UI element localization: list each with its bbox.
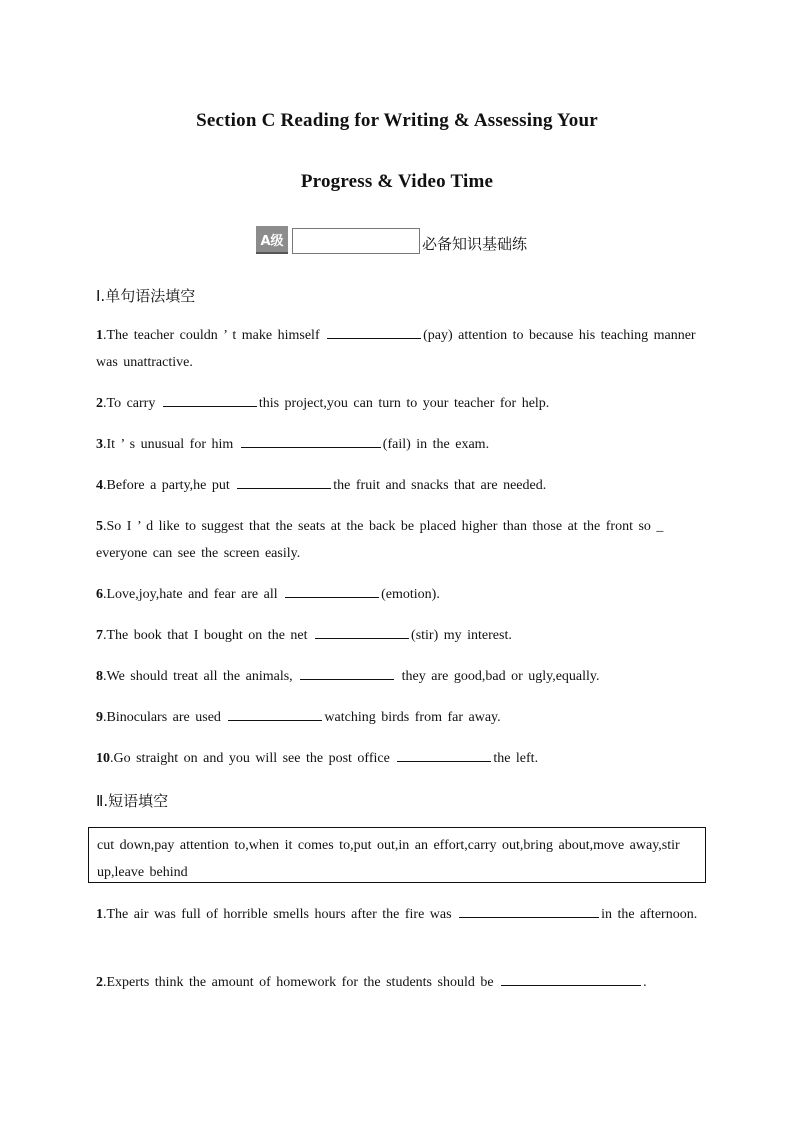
level-badge: A级 (256, 226, 288, 254)
section2-heading: Ⅱ.短语填空 (96, 792, 169, 810)
question-text: .We should treat all the animals, (103, 669, 299, 684)
level-score-box[interactable] (292, 228, 420, 254)
answer-blank[interactable] (397, 747, 491, 762)
answer-blank[interactable] (241, 433, 381, 448)
question-number: 4 (96, 478, 103, 493)
question-10 (96, 745, 706, 772)
question-number: 9 (96, 710, 103, 725)
question-number: 2 (96, 975, 103, 990)
answer-blank[interactable] (228, 706, 322, 721)
question-number: 3 (96, 437, 103, 452)
question-number: 7 (96, 628, 103, 643)
answer-blank[interactable] (459, 903, 599, 918)
question-text: .It ’ s unusual for him (103, 437, 239, 452)
question-text: (pay) attention to because his teaching manner was unattractive. (96, 328, 696, 370)
question-number: 1 (96, 907, 103, 922)
question-2 (96, 390, 706, 417)
section1-heading: Ⅰ.单句语法填空 (96, 287, 196, 305)
question-text: .The book that I bought on the net (103, 628, 314, 643)
question-text: the left. (493, 751, 539, 766)
question-1 (96, 322, 706, 376)
answer-blank[interactable] (300, 665, 394, 680)
question-text: .To carry (103, 396, 161, 411)
question-7 (96, 622, 706, 649)
page-title-line2: Progress & Video Time (300, 171, 494, 192)
question-text: this project,you can turn to your teacher for help. (258, 396, 550, 411)
level-caption: 必备知识基础练 (422, 235, 528, 253)
question-number: 2 (96, 396, 103, 411)
question-text: (stir) my interest. (411, 628, 512, 643)
question-text: .The teacher couldn ’ t make himself (103, 328, 326, 343)
question-text: .Before a party,he put (103, 478, 236, 493)
phrase-question-1 (96, 901, 706, 928)
question-number: 6 (96, 587, 103, 602)
question-number: 5 (96, 519, 103, 534)
question-text: .So I ’ d like to suggest that the seats at the back be placed higher than those at the front so _ everyone can see the screen easily. (96, 519, 664, 561)
question-8 (96, 663, 706, 690)
question-text: the fruit and snacks that are needed. (333, 478, 547, 493)
question-9 (96, 704, 706, 731)
question-text: .Go straight on and you will see the post office (110, 751, 396, 766)
question-4 (96, 472, 706, 499)
question-text: (emotion). (381, 587, 440, 602)
question-text: (fail) in the exam. (382, 437, 490, 452)
answer-blank[interactable] (501, 971, 641, 986)
question-text: . (643, 975, 647, 990)
question-text: .Love,joy,hate and fear are all (103, 587, 284, 602)
question-number: 10 (96, 751, 110, 766)
answer-blank[interactable] (163, 392, 257, 407)
answer-blank[interactable] (315, 624, 409, 639)
phrase-question-2 (96, 969, 706, 996)
page-title-line1: Section C Reading for Writing & Assessing Your (196, 110, 598, 131)
question-text: in the afternoon. (601, 907, 698, 922)
question-3 (96, 431, 706, 458)
question-number: 1 (96, 328, 103, 343)
answer-blank[interactable] (327, 324, 421, 339)
answer-blank[interactable] (237, 474, 331, 489)
question-number: 8 (96, 669, 103, 684)
phrase-word-box: cut down,pay attention to,when it comes to,put out,in an effort,carry out,bring about,move away,stir up,leave behind (88, 827, 706, 883)
question-text: .The air was full of horrible smells hours after the fire was (103, 907, 458, 922)
question-5 (96, 513, 706, 567)
answer-blank[interactable] (285, 583, 379, 598)
question-text: they are good,bad or ugly,equally. (396, 669, 600, 684)
question-text: .Experts think the amount of homework for the students should be (103, 975, 500, 990)
level-banner (256, 226, 527, 254)
question-text: watching birds from far away. (324, 710, 501, 725)
question-text: .Binoculars are used (103, 710, 227, 725)
question-6 (96, 581, 706, 608)
